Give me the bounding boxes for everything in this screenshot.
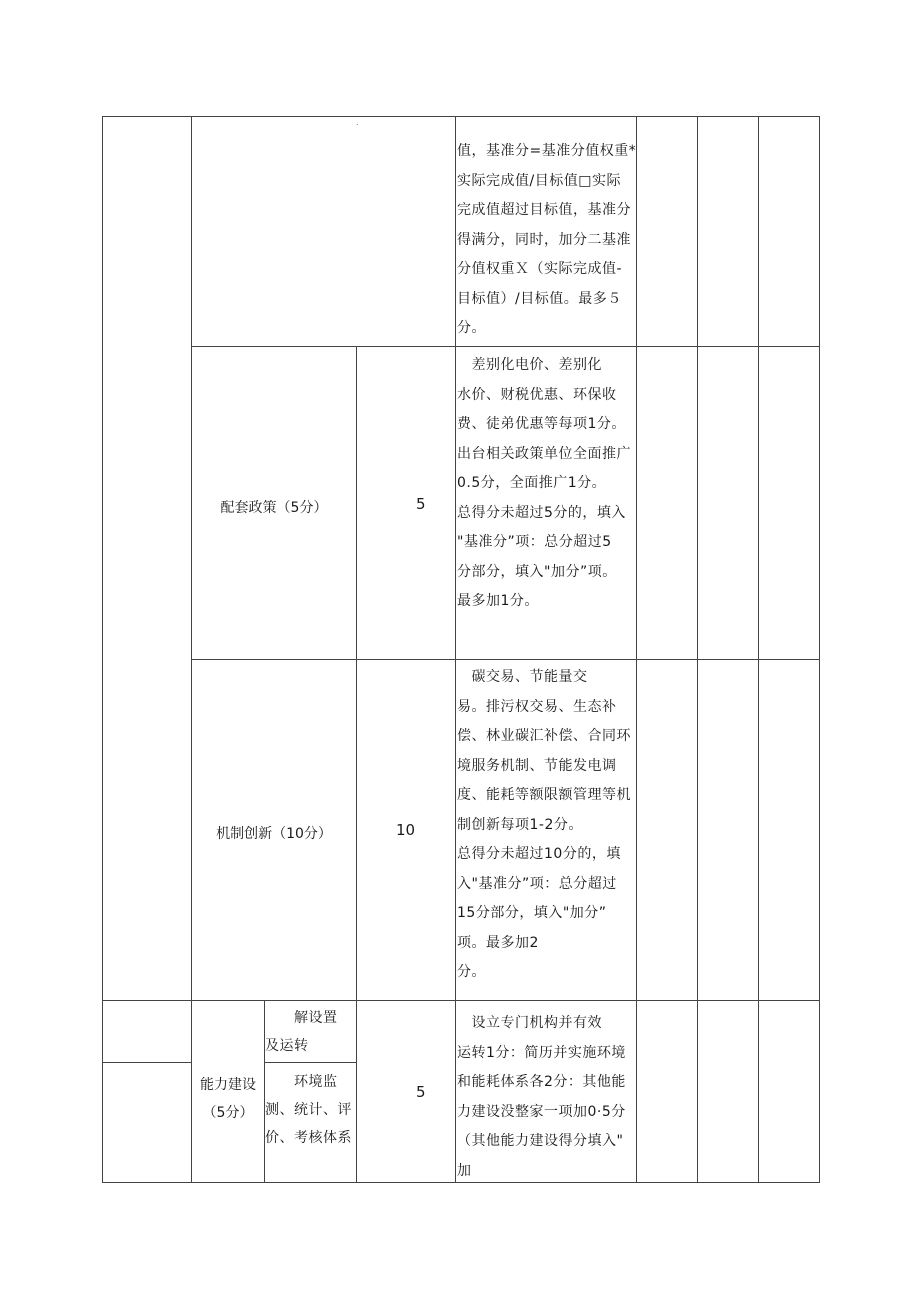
criteria-line: 分。 [457,964,486,980]
row-divider-1 [191,346,819,347]
criteria-line: 分值权重Ｘ（实际完成值- [457,261,623,277]
criteria-line: （其他能力建设得分填入" [457,1133,624,1149]
criteria-line: 和能耗体系各2分：其他能 [457,1074,626,1090]
criteria-text-row-3 [457,1009,626,1186]
criteria-line: 目标值）/目标值。最多５ [457,290,622,307]
criteria-line: 得满分，同时，加分二基准 [457,231,631,248]
criteria-line: 差别化电价、差别化 [457,357,602,373]
criteria-line: 碳交易、节能量交 [457,669,588,685]
table-right-border [819,116,820,1183]
category-capacity-building [192,1071,264,1127]
item-label-mechanism-innovation: 机制创新（10分） [216,826,332,842]
criteria-line: 入"基准分”项：总分超过 [457,875,617,892]
criteria-line: 易。排污权交易、生态补 [457,698,617,715]
criteria-line: 运转1分：简历并实施环境 [457,1044,626,1061]
criteria-line: 力建设没整家一项加0·5分 [457,1103,626,1120]
col-divider-2 [356,346,357,1183]
cell-mark: . [356,118,359,127]
sub-item-line: 价、考核体系 [265,1130,352,1146]
criteria-line: 总得分未超过10分的，填 [457,846,621,862]
criteria-line: 实际完成值/目标值□实际 [457,172,621,189]
table-top-border [102,116,819,117]
subitem-divider [264,1062,356,1063]
sub-item-line: 环境监 [265,1074,338,1090]
criteria-line: 最多加1分。 [457,593,539,609]
item-label-supporting-policy: 配套政策（5分） [220,500,328,516]
criteria-line: 设立专门机构并有效 [457,1015,602,1031]
criteria-line: 分部分，填入"加分”项。 [457,563,617,580]
criteria-line: 分。 [457,320,486,336]
col-divider-5 [697,116,698,1183]
score-mechanism-innovation: 10 [396,821,416,839]
criteria-line: 费、徒弟优惠等每项1分。 [457,416,626,432]
criteria-line: "基准分”项：总分超过5 [457,534,612,550]
criteria-text-row-2 [457,663,631,988]
criteria-line: 度、能耗等额限额管理等机 [457,787,631,803]
criteria-line: 出台相关政策单位全面推广 [457,445,631,462]
row-divider-2 [191,659,819,660]
score-supporting-policy: 5 [416,495,426,513]
col-divider-3 [455,116,456,1183]
sub-item-environment-monitoring [265,1068,352,1152]
criteria-line: 15分部分，填入"加分” [457,905,607,921]
category-line: （5分） [202,1105,254,1121]
criteria-text-row-1 [457,351,631,617]
sub-item-line: 测、统计、评 [265,1102,352,1118]
sub-item-line: 及运转 [265,1038,309,1054]
table-left-border [102,116,103,1183]
sub-item-institution-setup [265,1004,338,1060]
criteria-line: 制创新每项1-2分。 [457,816,583,833]
score-capacity-building: 5 [416,1083,426,1101]
criteria-line: 0.5分，全面推广1分。 [457,475,607,491]
criteria-text-row-0 [457,137,636,344]
criteria-line: 完成值超过目标值，基准分 [457,202,631,218]
section-divider [102,1000,819,1001]
col1-row-divider [102,1062,191,1063]
col-divider-1 [191,116,192,1183]
criteria-line: 项。最多加2 [457,934,539,951]
category-line: 能力建设 [200,1077,256,1093]
criteria-line: 总得分未超过5分的，填入 [457,504,626,521]
col-divider-6 [758,116,759,1183]
criteria-line: 值，基准分=基准分值权重* [457,143,637,159]
criteria-line: 加 [457,1162,472,1179]
criteria-line: 偿、林业碳汇补偿、合同环 [457,728,631,744]
criteria-line: 水价、财税优惠、环保收 [457,386,617,403]
criteria-line: 境服务机制、节能发电调 [457,757,617,774]
sub-item-line: 解设置 [265,1010,338,1026]
